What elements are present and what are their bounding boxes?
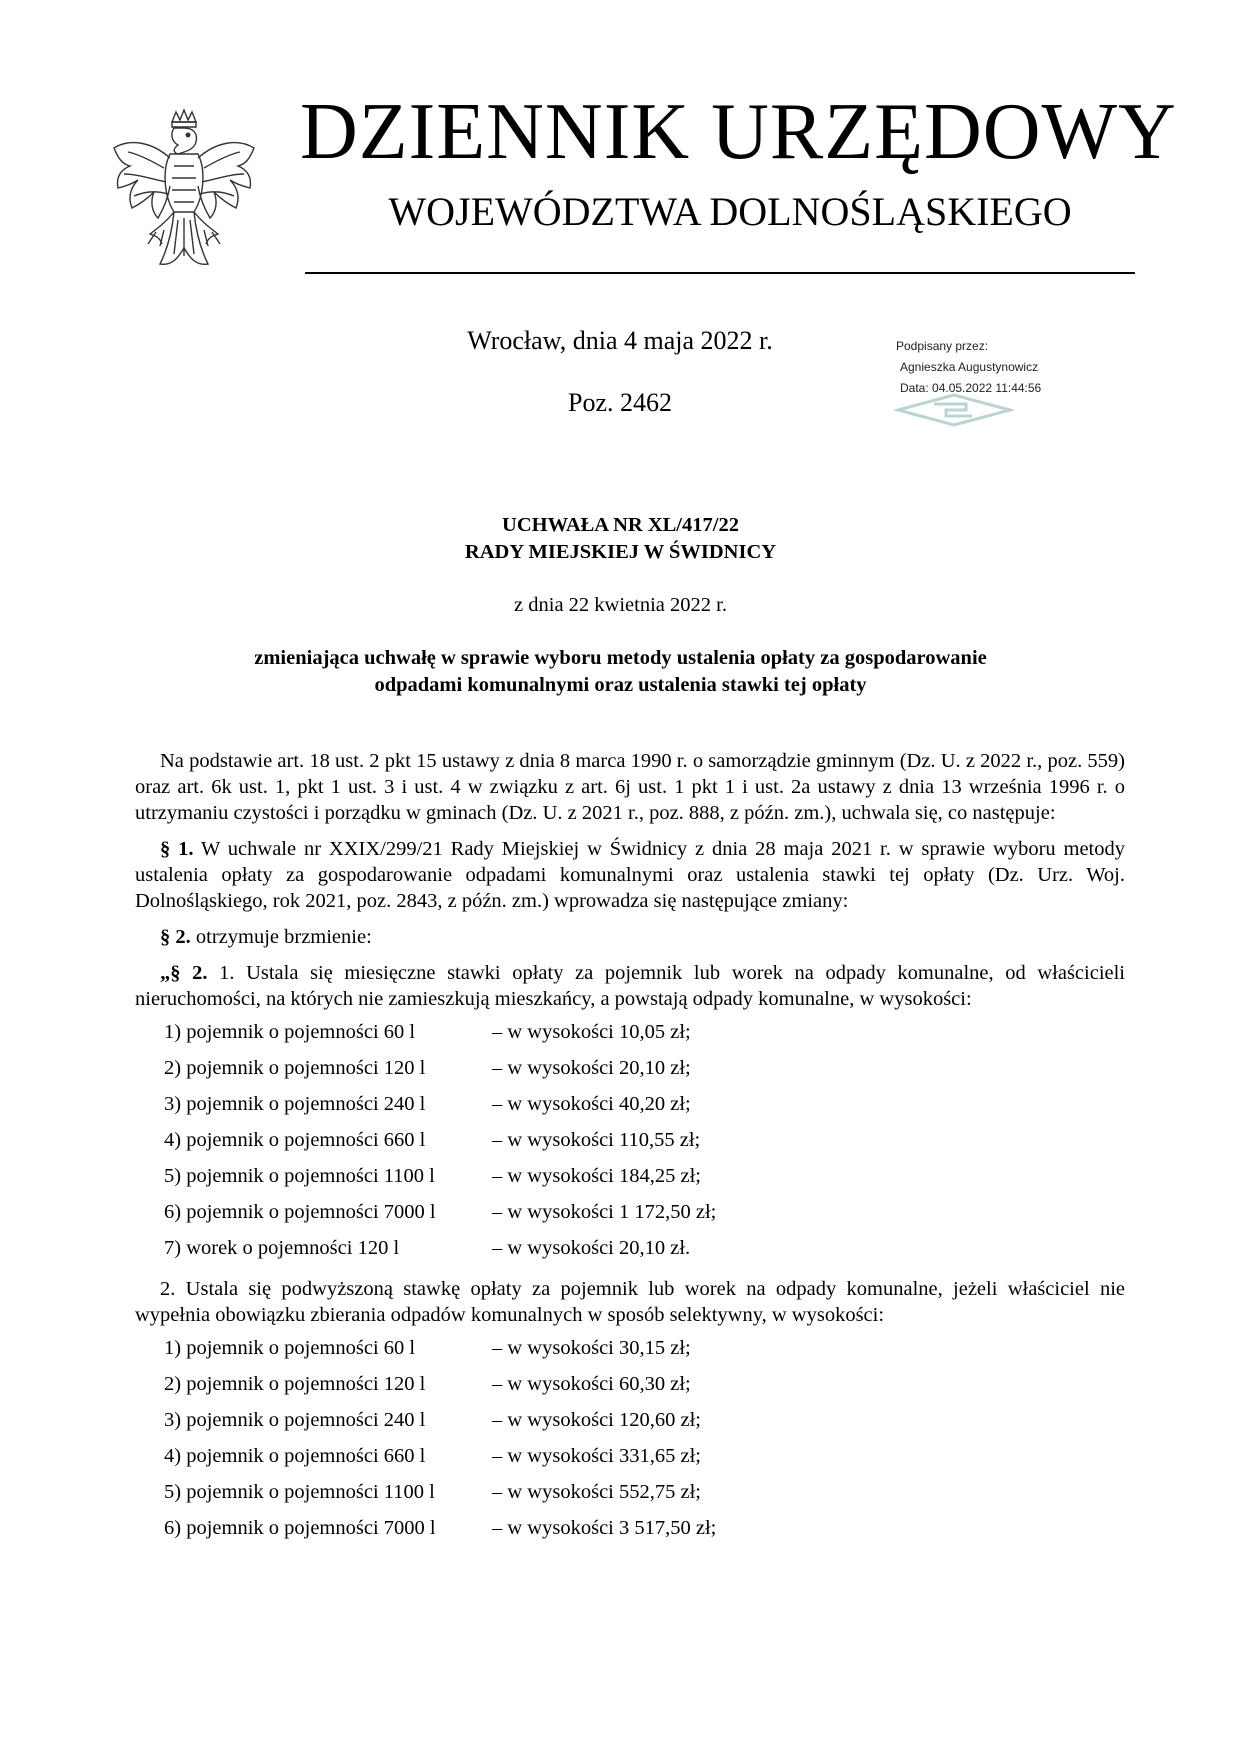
list-item-value: – w wysokości 184,25 zł; [492, 1165, 701, 1187]
list-item-value: – w wysokości 30,15 zł; [492, 1337, 691, 1359]
list-item-value: – w wysokości 20,10 zł. [492, 1237, 691, 1259]
resolution-subject [180, 645, 1061, 699]
quoted-section-mark: „§ 2. [160, 962, 208, 984]
list-item [135, 1230, 1125, 1266]
quoted-section-2: 2. Ustala się podwyższoną stawkę opłaty za pojemnik lub worek na odpady komunalne, jeżeli właściciel nie wypełnia obowiązku zbierania odpadów komunalnych w sposób selektywny, w wysokości: [135, 1278, 1125, 1326]
rates-list [135, 1014, 1125, 1266]
paragraph-1-text: W uchwale nr XXIX/299/21 Rady Miejskiej w Świdnicy z dnia 28 maja 2021 r. w sprawie wyboru metody ustalenia opłaty za gospodarowanie odpadami komunalnymi oraz ustalenia stawki tej opłaty (Dz. Urz. Woj. Dolnośląskiego, rok 2021, poz. 2843, z późn. zm.) wprowadza się następujące zmiany: [135, 838, 1125, 912]
resolution-subject-line-2: odpadami komunalnymi oraz ustalenia stawki tej opłaty [374, 674, 867, 696]
list-item-label: 4) pojemnik o pojemności 660 l [164, 1129, 426, 1151]
signature-stamp-icon [894, 393, 1014, 427]
list-item-label: 1) pojemnik o pojemności 60 l [164, 1021, 416, 1043]
list-item [135, 1510, 1125, 1546]
publication-position: Poz. 2462 [568, 388, 672, 417]
quoted-section-text: 1. Ustala się miesięczne stawki opłaty za pojemnik lub worek na odpady komunalne, od właścicieli nieruchomości, na których nie zamieszkują mieszkańcy, a powstają odpady komunalne, w wysokości: [135, 962, 1126, 1010]
list-item-label: 2) pojemnik o pojemności 120 l [164, 1373, 426, 1395]
list-item-value: – w wysokości 552,75 zł; [492, 1481, 701, 1503]
list-item-label: 1) pojemnik o pojemności 60 l [164, 1337, 416, 1359]
list-item-label: 2) pojemnik o pojemności 120 l [164, 1057, 426, 1079]
journal-title: DZIENNIK URZĘDOWY [300, 88, 1177, 176]
list-item [135, 1402, 1125, 1438]
resolution-council: RADY MIEJSKIEJ W ŚWIDNICY [464, 541, 777, 563]
list-item [135, 1086, 1125, 1122]
list-item [135, 1050, 1125, 1086]
list-item [135, 1158, 1125, 1194]
resolution-date: z dnia 22 kwietnia 2022 r. [514, 594, 727, 616]
paragraph-2-text: otrzymuje brzmienie: [190, 926, 372, 948]
list-item-value: – w wysokości 20,10 zł; [492, 1057, 691, 1079]
list-item-value: – w wysokości 60,30 zł; [492, 1373, 691, 1395]
resolution-number: UCHWAŁA NR XL/417/22 [502, 514, 739, 536]
quoted-section-1 [135, 960, 1125, 1012]
list-item-value: – w wysokości 331,65 zł; [492, 1445, 701, 1467]
eagle-emblem-icon [108, 108, 260, 276]
list-item [135, 1122, 1125, 1158]
publication-place-date: Wrocław, dnia 4 maja 2022 r. [467, 326, 773, 355]
paragraph-2 [135, 924, 1125, 950]
list-item-label: 6) pojemnik o pojemności 7000 l [164, 1517, 436, 1539]
list-item [135, 1474, 1125, 1510]
list-item [135, 1330, 1125, 1366]
list-item-value: – w wysokości 3 517,50 zł; [492, 1517, 717, 1539]
preamble: Na podstawie art. 18 ust. 2 pkt 15 ustawy z dnia 8 marca 1990 r. o samorządzie gminnym (Dz. U. z 2022 r., poz. 559) oraz art. 6k ust. 1, pkt 1 ust. 3 i ust. 4 w związku z art. 6j ust. 1 pkt 1 i ust. 2a ustawy z dnia 13 września 1996 r. o utrzymaniu czystości i porządku w gminach (Dz. U. z 2021 r., poz. 888, z późn. zm.), uchwala się, co następuje: [135, 750, 1125, 824]
list-item-label: 6) pojemnik o pojemności 7000 l [164, 1201, 436, 1223]
document-body [135, 748, 1125, 1546]
header-divider [305, 272, 1135, 274]
paragraph-1-mark: § 1. [160, 838, 194, 860]
increased-rates-list [135, 1330, 1125, 1546]
list-item [135, 1438, 1125, 1474]
list-item [135, 1366, 1125, 1402]
list-item-label: 4) pojemnik o pojemności 660 l [164, 1445, 426, 1467]
digital-signature [896, 336, 1041, 399]
list-item-value: – w wysokości 10,05 zł; [492, 1021, 691, 1043]
signature-label: Podpisany przez: [896, 339, 989, 353]
list-item-value: – w wysokości 1 172,50 zł; [492, 1201, 717, 1223]
list-item-label: 3) pojemnik o pojemności 240 l [164, 1093, 426, 1115]
list-item-value: – w wysokości 40,20 zł; [492, 1093, 691, 1115]
resolution-title [180, 512, 1061, 566]
list-item-label: 7) worek o pojemności 120 l [164, 1237, 400, 1259]
list-item-value: – w wysokości 120,60 zł; [492, 1409, 701, 1431]
signature-name: Agnieszka Augustynowicz [900, 360, 1039, 374]
journal-subtitle: WOJEWÓDZTWA DOLNOŚLĄSKIEGO [388, 189, 1072, 234]
list-item-value: – w wysokości 110,55 zł; [492, 1129, 701, 1151]
list-item [135, 1014, 1125, 1050]
signature-date: Data: 04.05.2022 11:44:56 [900, 381, 1042, 395]
list-item [135, 1194, 1125, 1230]
paragraph-2-mark: § 2. [160, 926, 191, 948]
list-item-label: 5) pojemnik o pojemności 1100 l [164, 1481, 435, 1503]
resolution-subject-line-1: zmieniająca uchwałę w sprawie wyboru metody ustalenia opłaty za gospodarowanie [254, 647, 987, 669]
list-item-label: 5) pojemnik o pojemności 1100 l [164, 1165, 435, 1187]
list-item-label: 3) pojemnik o pojemności 240 l [164, 1409, 426, 1431]
paragraph-1 [135, 836, 1125, 914]
